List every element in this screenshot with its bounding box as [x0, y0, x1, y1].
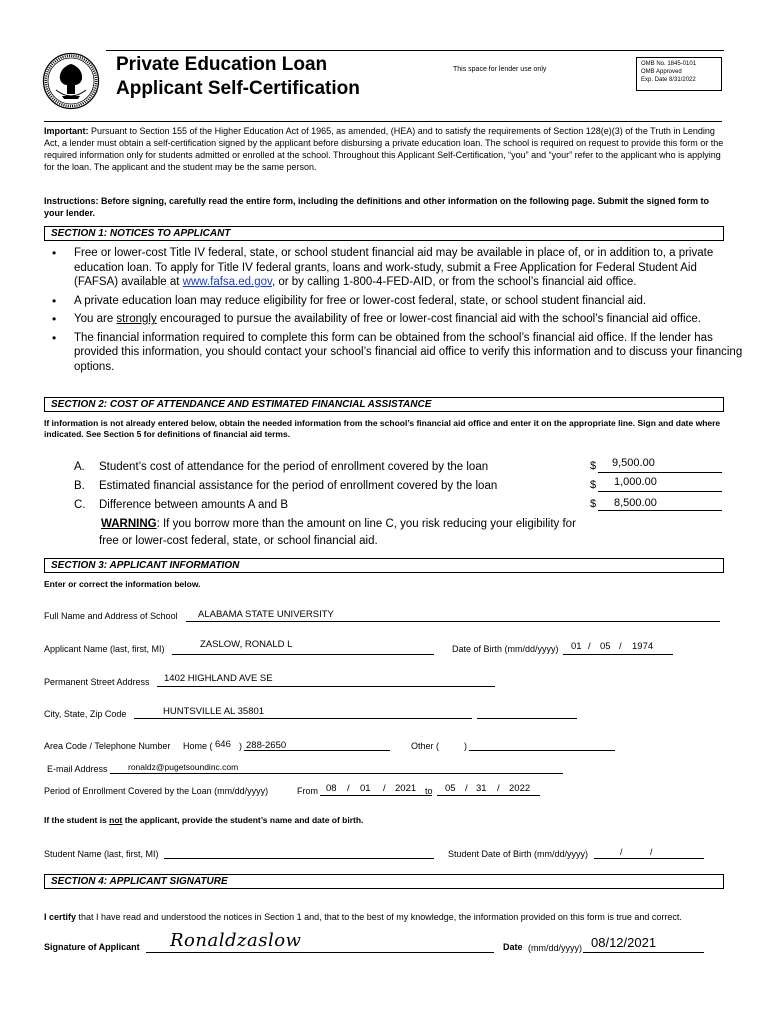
- section4-header: SECTION 4: APPLICANT SIGNATURE: [44, 874, 724, 889]
- student-note: If the student is not the applicant, provide the student’s name and date of birth.: [44, 815, 364, 825]
- certify-statement: I certify that I have read and understood the notices in Section 1 and, that to the best of my knowledge, the information provided on this form is true and correct.: [44, 912, 682, 922]
- to-label: to: [425, 786, 433, 796]
- line-a-text: Student’s cost of attendance for the period of enrollment covered by the loan: [99, 461, 489, 473]
- warning-label: WARNING: [101, 518, 157, 530]
- other-label: Other (: [411, 741, 440, 751]
- notice-item-fafsa: • Free or lower-cost Title IV federal, state, or school student financial aid may be available in place of, or in addition to, a private education loan. To apply for Title IV federal grants, loans and work-study, submit a Free Application for Federal Student Aid (FAFSA) available at www.fafsa.ed.gov, or by calling 1-800-4-FED-AID, or from the school’s financial aid office.: [74, 246, 744, 290]
- dob-underline: [563, 654, 673, 655]
- important-label: Important:: [44, 126, 89, 136]
- date-label: Date: [503, 942, 523, 952]
- home-label: Home (: [183, 741, 213, 751]
- dob-label: Date of Birth (mm/dd/yyyy): [452, 644, 559, 654]
- signature-label: Signature of Applicant: [44, 942, 140, 952]
- school-underline: [186, 621, 720, 622]
- applicant-name-underline: [172, 654, 434, 655]
- applicant-name-label: Applicant Name (last, first, MI): [44, 644, 165, 654]
- email-underline: [110, 773, 563, 774]
- school-label: Full Name and Address of School: [44, 611, 178, 621]
- line-c-amount[interactable]: 8,500.00: [614, 497, 657, 509]
- dob-year[interactable]: 1974: [632, 641, 654, 652]
- form-title: Private Education Loan Applicant Self-Certification: [116, 54, 360, 99]
- fafsa-link[interactable]: www.fafsa.ed.gov: [182, 276, 272, 288]
- city-label: City, State, Zip Code: [44, 709, 127, 719]
- notice-item-eligibility: • A private education loan may reduce eligibility for free or lower-cost federal, state, or school student financial aid.: [74, 294, 744, 309]
- student-dob-label: Student Date of Birth (mm/dd/yyyy): [448, 849, 589, 859]
- signature-date-field[interactable]: 08/12/2021: [591, 935, 657, 950]
- from-label: From: [297, 786, 318, 796]
- student-name-label: Student Name (last, first, MI): [44, 849, 159, 859]
- line-c-text: Difference between amounts A and B: [99, 499, 289, 511]
- city-state-zip-field[interactable]: HUNTSVILLE AL 35801: [163, 706, 265, 717]
- home-area-code[interactable]: 646: [215, 739, 231, 750]
- line-a-underline: [598, 472, 722, 473]
- warning-line: WARNING: If you borrow more than the amount on line C, you risk reducing your eligibility for: [101, 518, 576, 530]
- notices-list: [44, 246, 744, 378]
- to-month[interactable]: 05: [445, 783, 456, 794]
- to-day[interactable]: 31: [476, 783, 487, 794]
- section3-note: Enter or correct the information below.: [44, 579, 201, 589]
- section3-header: SECTION 3: APPLICANT INFORMATION: [44, 558, 724, 573]
- line-b-letter: B.: [74, 480, 85, 492]
- period-label: Period of Enrollment Covered by the Loan (mm/dd/yyyy): [44, 786, 269, 796]
- from-month[interactable]: 08: [326, 783, 337, 794]
- omb-box: OMB No. 1845-0101 OMB Approved Exp. Date 8/31/2022: [636, 57, 722, 91]
- important-text: Pursuant to Section 155 of the Higher Education Act of 1965, as amended, (HEA) and to satisfy the requirements of Section 128(e)(3) of the Truth in Lending Act, a lender must obtain a self-certification signed by the applicant before disbursing a private education loan. The school is required on request to provide this form or the required information only for students admitted or enrolled at the school. Throughout this Applicant Self-Certification, “you” and “your” refer to the applicant who is applying for the loan. The applicant and the student may be the same person.: [44, 126, 724, 172]
- date-underline: [583, 952, 704, 953]
- from-year[interactable]: 2021: [395, 783, 417, 794]
- date-format: (mm/dd/yyyy): [528, 943, 582, 953]
- dob-day[interactable]: 05: [600, 641, 611, 652]
- street-label: Permanent Street Address: [44, 677, 150, 687]
- student-dob-field[interactable]: [594, 858, 704, 859]
- dob-month[interactable]: 01: [571, 641, 582, 652]
- section1-header: SECTION 1: NOTICES TO APPLICANT: [44, 226, 724, 241]
- header-bottom-rule: [44, 121, 722, 122]
- warning-line-2: free or lower-cost federal, state, or school financial aid.: [99, 535, 378, 547]
- email-field[interactable]: ronaldz@pugetsoundinc.com: [128, 762, 239, 772]
- from-underline: [320, 795, 432, 796]
- department-seal-icon: [42, 52, 100, 110]
- line-b-amount[interactable]: 1,000.00: [614, 476, 657, 488]
- student-name-field[interactable]: [164, 858, 434, 859]
- line-a-letter: A.: [74, 461, 85, 473]
- email-label: E-mail Address: [47, 764, 108, 774]
- section2-header: SECTION 2: COST OF ATTENDANCE AND ESTIMATED FINANCIAL ASSISTANCE: [44, 397, 724, 412]
- instructions: Instructions: Before signing, carefully read the entire form, including the definitions and other information on the following page. Submit the signed form to your lender.: [44, 196, 710, 218]
- line-a-amount[interactable]: 9,500.00: [612, 457, 655, 469]
- city-underline-2: [477, 718, 577, 719]
- signature-field[interactable]: Ronaldzaslow: [170, 930, 302, 951]
- school-field[interactable]: ALABAMA STATE UNIVERSITY: [198, 609, 334, 620]
- other-phone-field[interactable]: [469, 750, 615, 751]
- street-underline: [157, 686, 495, 687]
- line-c-dollar: $: [590, 498, 597, 510]
- lender-space-note: This space for lender use only: [453, 66, 547, 73]
- applicant-name-field[interactable]: ZASLOW, RONALD L: [200, 639, 293, 650]
- line-c-underline: [598, 510, 722, 511]
- city-underline: [134, 718, 472, 719]
- to-year[interactable]: 2022: [509, 783, 531, 794]
- line-b-text: Estimated financial assistance for the period of enrollment covered by the loan: [99, 480, 498, 492]
- important-paragraph: [44, 125, 724, 173]
- phone-label: Area Code / Telephone Number: [44, 741, 171, 751]
- line-b-underline: [598, 491, 722, 492]
- street-field[interactable]: 1402 HIGHLAND AVE SE: [164, 673, 273, 684]
- line-b-dollar: $: [590, 479, 597, 491]
- section2-note: If information is not already entered below, obtain the needed information from the school’s financial aid office and enter it on the appropriate line. Sign and date where indicated. See Section 5 for definitions of financial aid terms.: [44, 418, 721, 439]
- notice-item-financial-info: • The financial information required to complete this form can be obtained from the school’s financial aid office. If the lender has provided this information, you should contact your school’s financial aid office to verify this information and to discuss your financing options.: [74, 331, 744, 375]
- to-underline: [437, 795, 540, 796]
- signature-underline: [146, 952, 494, 953]
- header-rule: [106, 50, 724, 51]
- line-c-letter: C.: [74, 499, 86, 511]
- home-phone-field[interactable]: 288-2650: [246, 740, 287, 751]
- line-a-dollar: $: [590, 460, 597, 472]
- from-day[interactable]: 01: [360, 783, 371, 794]
- notice-item-encouraged: • You are strongly encouraged to pursue the availability of free or lower-cost financial aid with the school’s financial aid office.: [74, 312, 744, 327]
